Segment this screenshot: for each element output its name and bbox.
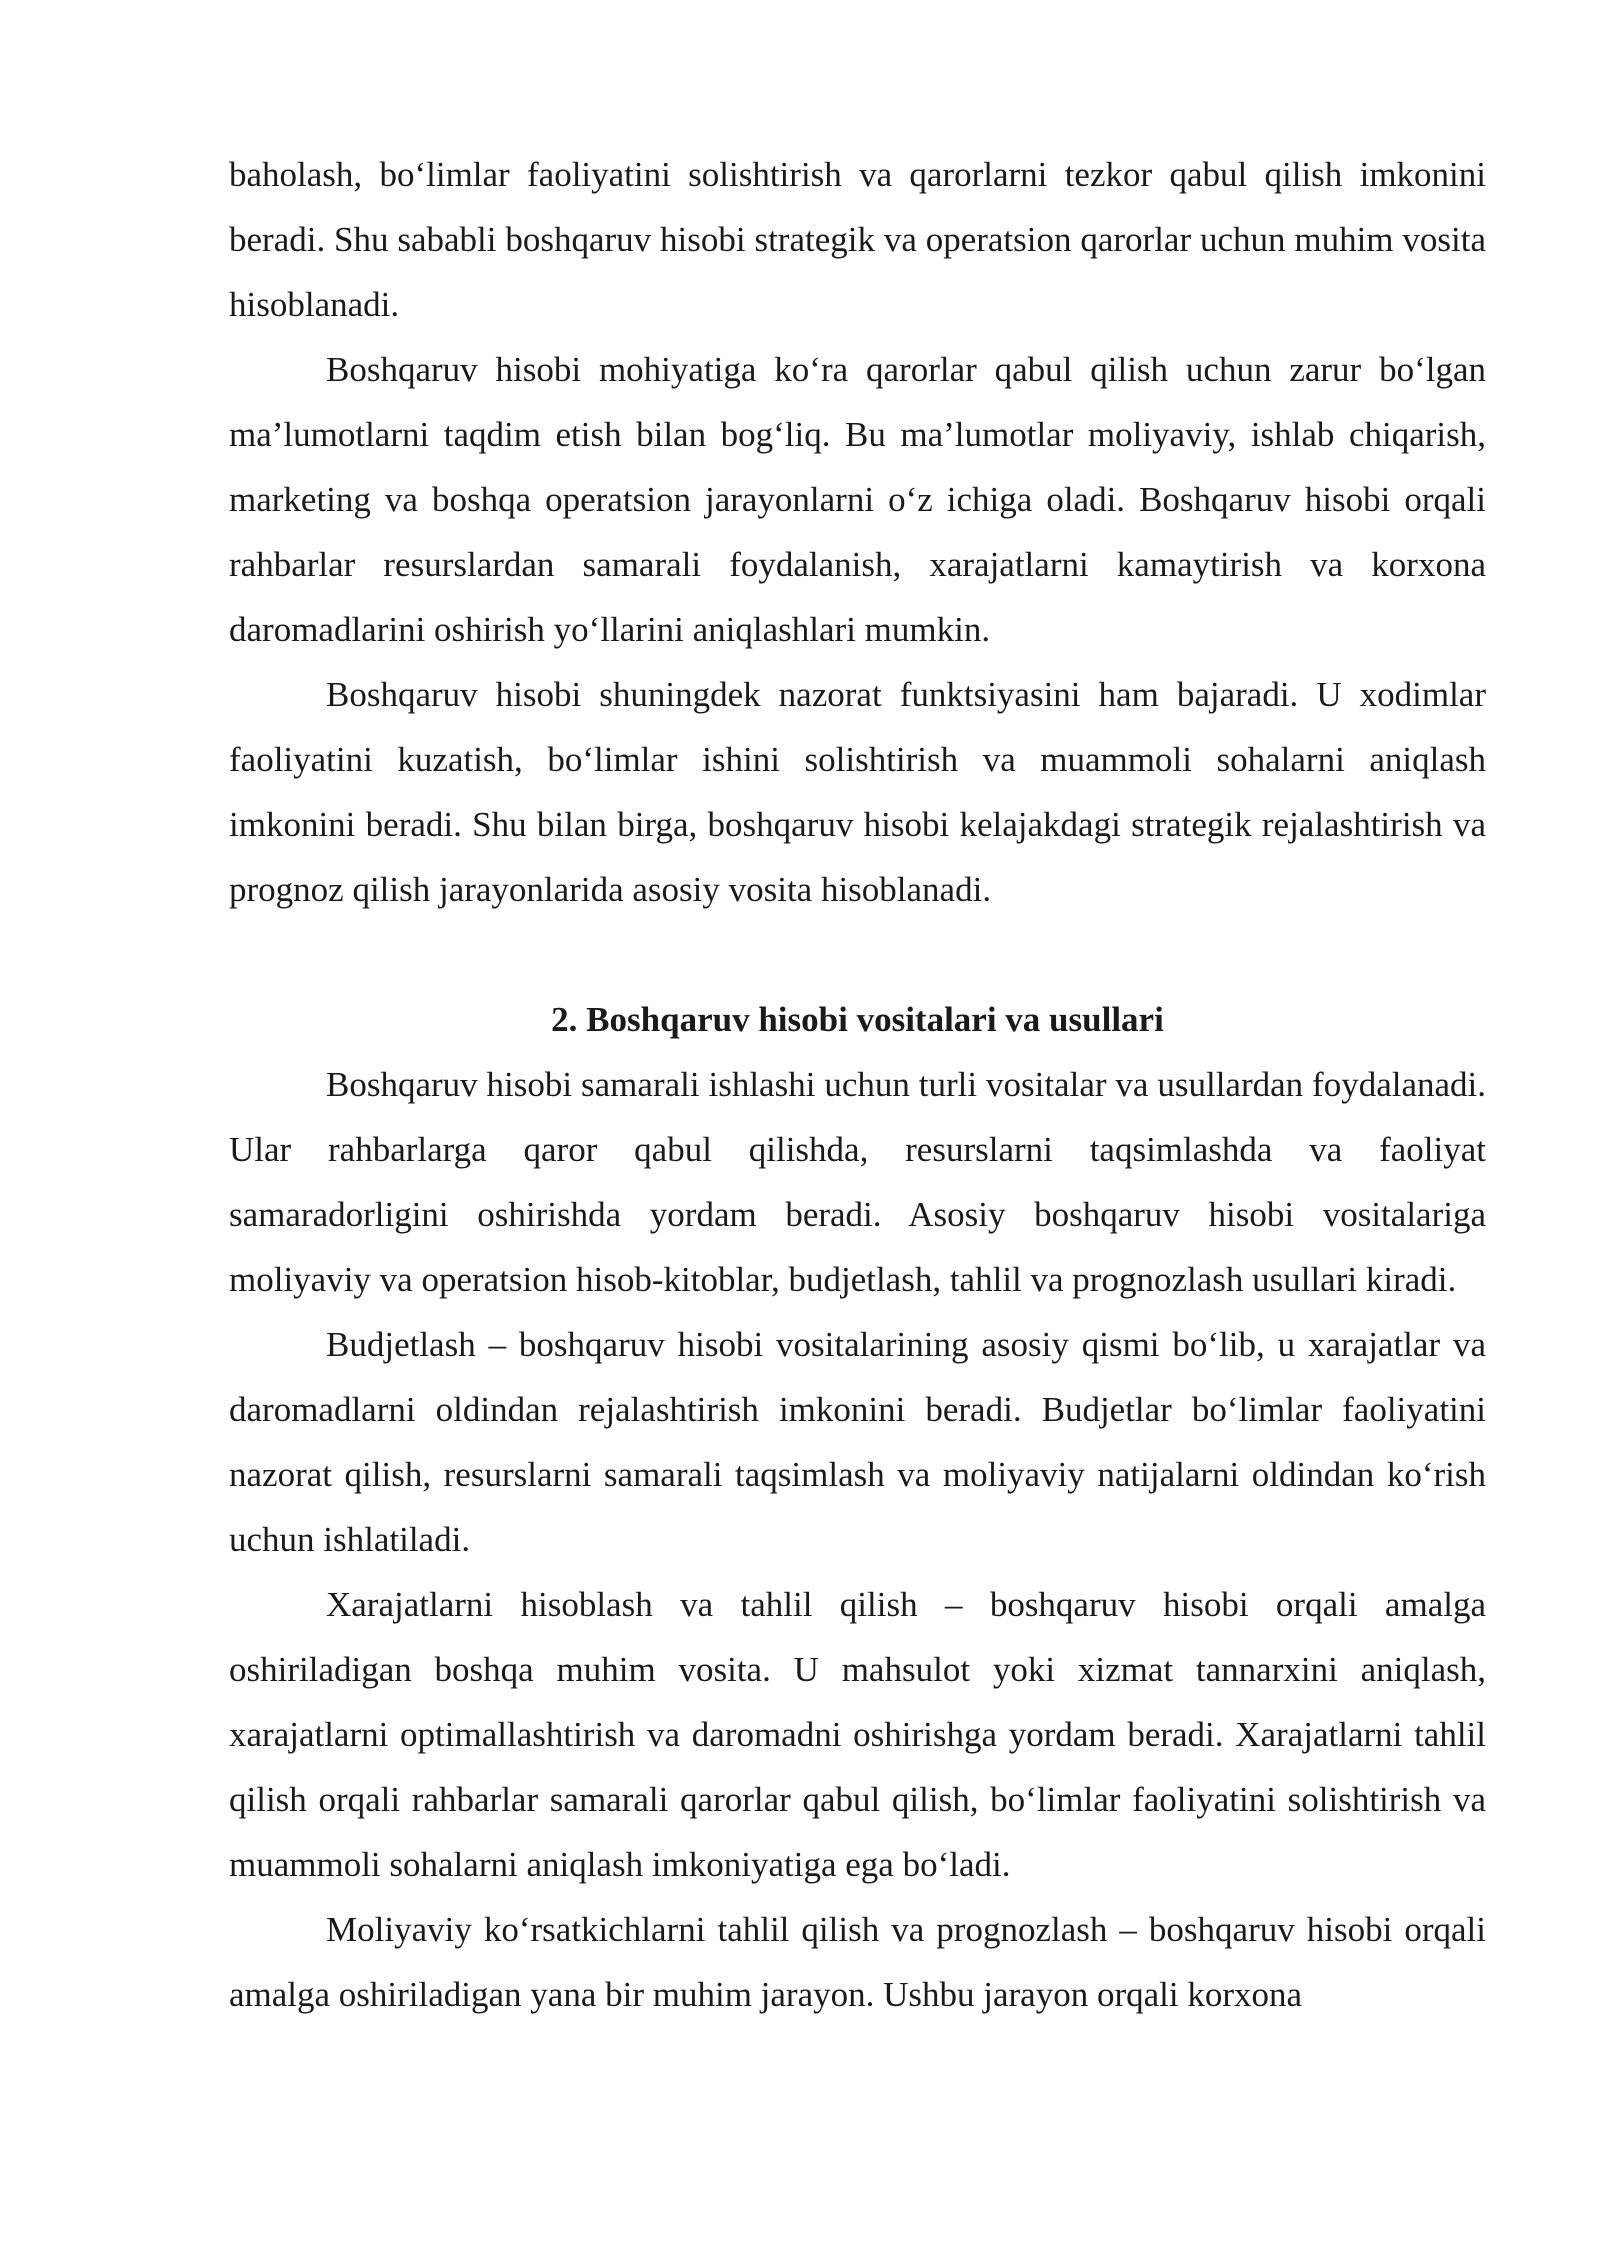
document-page [229, 142, 1486, 2027]
paragraph-budgeting: Budjetlash – boshqaruv hisobi vositalarining asosiy qismi bo‘lib, u xarajatlar va daromadlarni oldindan rejalashtirish imkonini beradi. Budjetlar bo‘limlar faoliyatini nazorat qilish, resurslarni samarali taqsimlash va moliyaviy natijalarni oldindan ko‘rish uchun ishlatiladi. [229, 1325, 1486, 1559]
paragraph-cost-analysis: Xarajatlarni hisoblash va tahlil qilish – boshqaruv hisobi orqali amalga oshiriladigan boshqa muhim vosita. U mahsulot yoki xizmat tannarxini aniqlash, xarajatlarni optimallashtirish va daromadni oshirishga yordam beradi. Xarajatlarni tahlil qilish orqali rahbarlar samarali qarorlar qabul qilish, bo‘limlar faoliyatini solishtirish va muammoli sohalarni aniqlash imkoniyatiga ega bo‘ladi. [229, 1585, 1486, 1884]
paragraph-continuation: baholash, bo‘limlar faoliyatini solishtirish va qarorlarni tezkor qabul qilish imkonini beradi. Shu sababli boshqaruv hisobi strategik va operatsion qarorlar uchun muhim vosita hisoblanadi. [229, 155, 1486, 324]
paragraph-essence: Boshqaruv hisobi mohiyatiga ko‘ra qarorlar qabul qilish uchun zarur bo‘lgan ma’lumotlarni taqdim etish bilan bog‘liq. Bu ma’lumotlar moliyaviy, ishlab chiqarish, marketing va boshqa operatsion jarayonlarni o‘z ichiga oladi. Boshqaruv hisobi orqali rahbarlar resurslardan samarali foydalanish, xarajatlarni kamaytirish va korxona daromadlarini oshirish yo‘llarini aniqlashlari mumkin. [229, 350, 1486, 649]
paragraph-tools-intro: Boshqaruv hisobi samarali ishlashi uchun turli vositalar va usullardan foydalanadi. Ular rahbarlarga qaror qabul qilishda, resurslarni taqsimlashda va faoliyat samaradorligini oshirishda yordam beradi. Asosiy boshqaruv hisobi vositalariga moliyaviy va operatsion hisob-kitoblar, budjetlash, tahlil va prognozlash usullari kiradi. [229, 1065, 1486, 1299]
paragraph-financial-forecasting: Moliyaviy ko‘rsatkichlarni tahlil qilish va prognozlash – boshqaruv hisobi orqali amalga oshiriladigan yana bir muhim jarayon. Ushbu jarayon orqali korxona [229, 1910, 1486, 2014]
paragraph-control-function: Boshqaruv hisobi shuningdek nazorat funktsiyasini ham bajaradi. U xodimlar faoliyatini kuzatish, bo‘limlar ishini solishtirish va muammoli sohalarni aniqlash imkonini beradi. Shu bilan birga, boshqaruv hisobi kelajakdagi strategik rejalashtirish va prognoz qilish jarayonlarida asosiy vosita hisoblanadi. [229, 675, 1486, 909]
section-heading: 2. Boshqaruv hisobi vositalari va usullari [551, 1000, 1164, 1039]
